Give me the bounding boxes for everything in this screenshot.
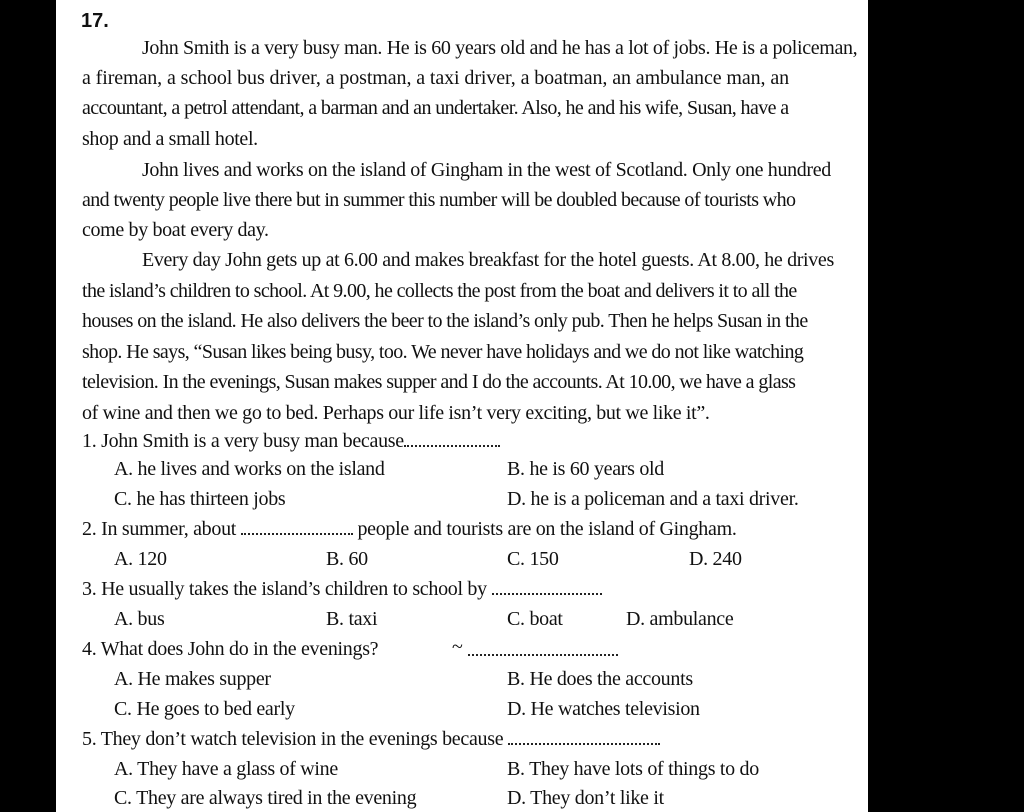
option-b[interactable]: B. he is 60 years old xyxy=(507,458,665,480)
answer-blank[interactable] xyxy=(404,427,500,447)
option-a[interactable]: A. he lives and works on the island xyxy=(114,458,385,480)
question-stem xyxy=(82,575,602,603)
option-d[interactable]: D. ambulance xyxy=(626,608,734,630)
option-a[interactable]: A. He makes supper xyxy=(114,668,271,690)
worksheet-page xyxy=(56,0,868,812)
passage-line: John lives and works on the island of Gingham in the west of Scotland. Only one hundred xyxy=(142,159,831,181)
answer-blank[interactable] xyxy=(492,575,602,595)
stray-mark: ~ xyxy=(452,636,463,658)
question-text-before: 2. In summer, about xyxy=(82,518,237,540)
answer-blank-row xyxy=(468,636,618,661)
question-text: 4. What does John do in the evenings? xyxy=(82,638,379,660)
passage-line: houses on the island. He also delivers the beer to the island’s only pub. Then he helps Susan in the xyxy=(82,310,808,332)
question-stem xyxy=(82,635,378,663)
passage-line: shop. He says, “Susan likes being busy, too. We never have holidays and we do not like watching xyxy=(82,341,804,363)
option-b[interactable]: B. 60 xyxy=(326,548,368,570)
passage-line: John Smith is a very busy man. He is 60 years old and he has a lot of jobs. He is a policeman, xyxy=(142,37,858,59)
option-b[interactable]: B. He does the accounts xyxy=(507,668,693,690)
question-text-after: people and tourists are on the island of Gingham. xyxy=(357,518,737,540)
passage-line: and twenty people live there but in summer this number will be doubled because of tourists who xyxy=(82,189,796,211)
passage-line: television. In the evenings, Susan makes supper and I do the accounts. At 10.00, we have a glass xyxy=(82,371,796,393)
passage-line: accountant, a petrol attendant, a barman and an undertaker. Also, he and his wife, Susan, have a xyxy=(82,97,789,119)
option-b[interactable]: B. They have lots of things to do xyxy=(507,758,759,780)
option-c[interactable]: C. He goes to bed early xyxy=(114,698,295,720)
question-stem xyxy=(82,427,500,455)
option-c[interactable]: C. he has thirteen jobs xyxy=(114,488,286,510)
option-d[interactable]: D. he is a policeman and a taxi driver. xyxy=(507,488,799,510)
exercise-number: 17. xyxy=(81,10,109,32)
option-b[interactable]: B. taxi xyxy=(326,608,378,630)
passage-line: the island’s children to school. At 9.00, he collects the post from the boat and delivers it to all the xyxy=(82,280,797,302)
option-c[interactable]: C. 150 xyxy=(507,548,559,570)
question-text: 3. He usually takes the island’s children to school by xyxy=(82,578,487,600)
option-d[interactable]: D. He watches television xyxy=(507,698,700,720)
answer-blank[interactable] xyxy=(241,515,353,535)
option-a[interactable]: A. 120 xyxy=(114,548,167,570)
question-stem xyxy=(82,515,737,543)
option-a[interactable]: A. bus xyxy=(114,608,165,630)
passage-line: a fireman, a school bus driver, a postman, a taxi driver, a boatman, an ambulance man, an xyxy=(82,67,790,89)
question-stem xyxy=(82,725,660,753)
passage-line: Every day John gets up at 6.00 and makes breakfast for the hotel guests. At 8.00, he drives xyxy=(142,249,834,271)
passage-line: of wine and then we go to bed. Perhaps our life isn’t very exciting, but we like it”. xyxy=(82,402,710,424)
question-text: 1. John Smith is a very busy man because xyxy=(82,430,404,452)
option-c[interactable]: C. boat xyxy=(507,608,563,630)
option-c[interactable]: C. They are always tired in the evening xyxy=(114,787,417,809)
option-d[interactable]: D. 240 xyxy=(689,548,742,570)
passage-line: shop and a small hotel. xyxy=(82,128,258,150)
option-a[interactable]: A. They have a glass of wine xyxy=(114,758,338,780)
option-d[interactable]: D. They don’t like it xyxy=(507,787,664,809)
question-text: 5. They don’t watch television in the evenings because xyxy=(82,728,504,750)
passage-line: come by boat every day. xyxy=(82,219,269,241)
answer-blank[interactable] xyxy=(508,725,660,745)
answer-blank[interactable] xyxy=(468,636,618,656)
